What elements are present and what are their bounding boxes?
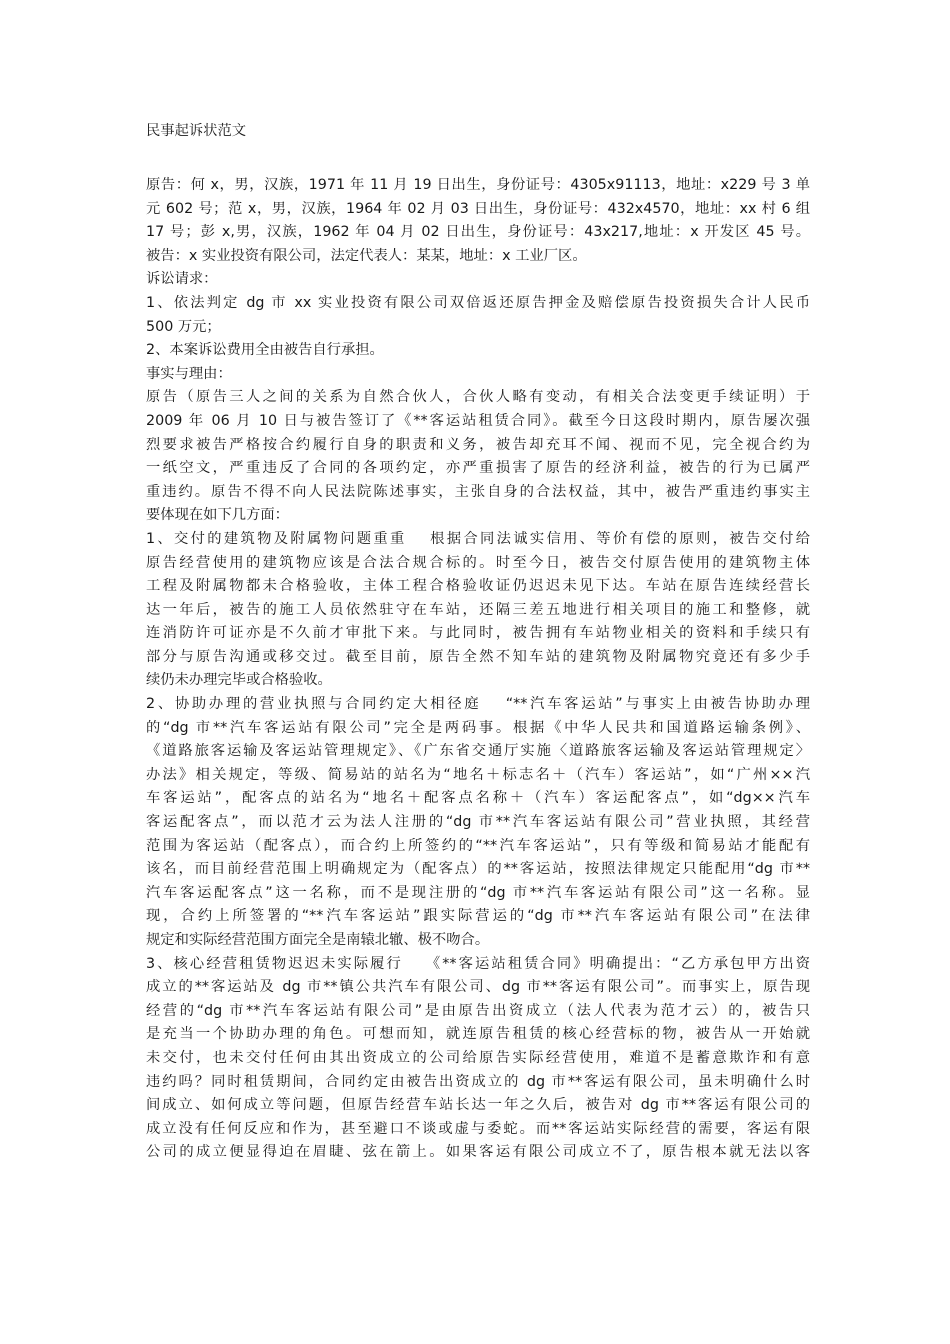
text-line: 成立没有任何反应和作为，甚至避口不谈或虚与委蛇。而**客运站实际经营的需要，客运有限 [146, 1120, 810, 1137]
text-line: 该名，而目前经营范围上明确规定为（配客点）的**客运站，按照法律规定只能配用“dg 市** [146, 861, 810, 878]
text-line: 2009 年 06 月 10 日与被告签订了《**客运站租赁合同》。截至今日这段时期内，原告屡次强 [146, 412, 810, 429]
text-line: 公司的成立便显得迫在眉睫、弦在箭上。如果客运有限公司成立不了，原告根本就无法以客 [146, 1144, 810, 1161]
text-line: 元 602 号；范 x，男，汉族，1964 年 02 月 03 日出生，身份证号：432x4570，地址：xx 村 6 组 [146, 200, 810, 217]
text-line: 3、核心经营租赁物迟迟未实际履行 《**客运站租赁合同》明确提出：“乙方承包甲方出资 [146, 955, 810, 972]
text-line: 违约吗？同时租赁期间，合同约定由被告出资成立的 dg 市**客运有限公司，虽未明确什么时 [146, 1073, 810, 1090]
text-line: 客运配客点”，而以范才云为法人注册的“dg 市**汽车客运站有限公司”营业执照，其经营 [146, 814, 810, 831]
text-line: 工程及附属物都未合格验收，主体工程合格验收证仍迟迟未见下达。车站在原告连续经营长 [146, 578, 810, 595]
text-line: 是充当一个协助办理的角色。可想而知，就连原告租赁的核心经营标的物，被告从一开始就 [146, 1026, 810, 1043]
document-body [146, 174, 810, 1165]
text-line: 原告（原告三人之间的关系为自然合伙人，合伙人略有变动，有相关合法变更手续证明）于 [146, 389, 810, 406]
text-line: 间成立、如何成立等问题，但原告经营车站长达一年之久后，被告对 dg 市**客运有限公司的 [146, 1097, 810, 1114]
text-line: 的“dg 市**汽车客运站有限公司”完全是两码事。根据《中华人民共和国道路运输条例》、 [146, 719, 810, 736]
text-line: 部分与原告沟通或移交过。截至目前，原告全然不知车站的建筑物及附属物究竟还有多少手 [146, 648, 810, 665]
text-line: 重违约。原告不得不向人民法院陈述事实，主张自身的合法权益，其中，被告严重违约事实主 [146, 483, 810, 500]
text-line: 17 号；彭 x,男，汉族，1962 年 04 月 02 日出生，身份证号：43x217,地址：x 开发区 45 号。 [146, 224, 810, 241]
text-line: 汽车客运配客点”这一名称，而不是现注册的“dg 市**汽车客运站有限公司”这一名称。显 [146, 884, 810, 901]
text-line: 被告：x 实业投资有限公司，法定代表人：某某，地址：x 工业厂区。 [146, 247, 587, 264]
text-line: 烈要求被告严格按合约履行自身的职责和义务，被告却充耳不闻、视而不见，完全视合约为 [146, 436, 810, 453]
text-line: 500 万元； [146, 318, 221, 335]
text-line: 达一年后，被告的施工人员依然驻守在车站，还隔三差五地进行相关项目的施工和整修，就 [146, 601, 810, 618]
text-line: 办法》相关规定，等级、简易站的站名为“地名＋标志名＋（汽车）客运站”，如“广州××汽 [146, 766, 810, 783]
text-line: 原告：何 x，男，汉族，1971 年 11 月 19 日出生，身份证号：4305x91113，地址：x229 号 3 单 [146, 177, 810, 193]
text-line: 1、依法判定 dg 市 xx 实业投资有限公司双倍返还原告押金及赔偿原告投资损失合计人民币 [146, 294, 810, 311]
text-line: 《道路旅客运输及客运站管理规定》、《广东省交通厅实施〈道路旅客运输及客运站管理规定〉 [146, 743, 810, 760]
text-line: 原告经营使用的建筑物应该是合法合规合标的。时至今日，被告交付原告使用的建筑物主体 [146, 554, 810, 571]
text-line: 连消防许可证亦是不久前才审批下来。与此同时，被告拥有车站物业相关的资料和手续只有 [146, 625, 810, 642]
text-line: 要体现在如下几方面： [146, 507, 289, 524]
text-line: 范围为客运站（配客点），而合约上所签约的“**汽车客运站”，只有等级和简易站才能配有 [146, 837, 810, 854]
text-line: 诉讼请求： [146, 271, 218, 288]
text-line: 事实与理由： [146, 365, 232, 382]
text-line: 经营的“dg 市**汽车客运站有限公司”是由原告出资成立（法人代表为范才云）的，被告只 [146, 1002, 810, 1019]
text-line: 未交付，也未交付任何由其出资成立的公司给原告实际经营使用，难道不是蓄意欺诈和有意 [146, 1049, 810, 1066]
text-line: 1、交付的建筑物及附属物问题重重 根据合同法诚实信用、等价有偿的原则，被告交付给 [146, 530, 810, 547]
text-line: 规定和实际经营范围方面完全是南辕北辙、极不吻合。 [146, 932, 490, 948]
text-line: 车客运站”，配客点的站名为“地名＋配客点名称＋（汽车）客运配客点”，如“dg××汽车 [146, 790, 810, 807]
text-line: 2、协助办理的营业执照与合同约定大相径庭 “**汽车客运站”与事实上由被告协助办理 [146, 696, 810, 713]
text-line: 续仍未办理完毕或合格验收。 [146, 672, 332, 689]
text-line: 现，合约上所签署的“**汽车客运站”跟实际营运的“dg 市**汽车客运站有限公司”在法律 [146, 908, 810, 925]
text-line: 2、本案诉讼费用全由被告自行承担。 [146, 342, 384, 359]
document-title: 民事起诉状范文 [146, 123, 247, 139]
text-line: 一纸空文，严重违反了合同的各项约定，亦严重损害了原告的经济利益，被告的行为已属严 [146, 460, 810, 477]
text-line: 成立的**客运站及 dg 市**镇公共汽车有限公司、dg 市**客运有限公司”。而事实上，原告现 [146, 979, 810, 996]
